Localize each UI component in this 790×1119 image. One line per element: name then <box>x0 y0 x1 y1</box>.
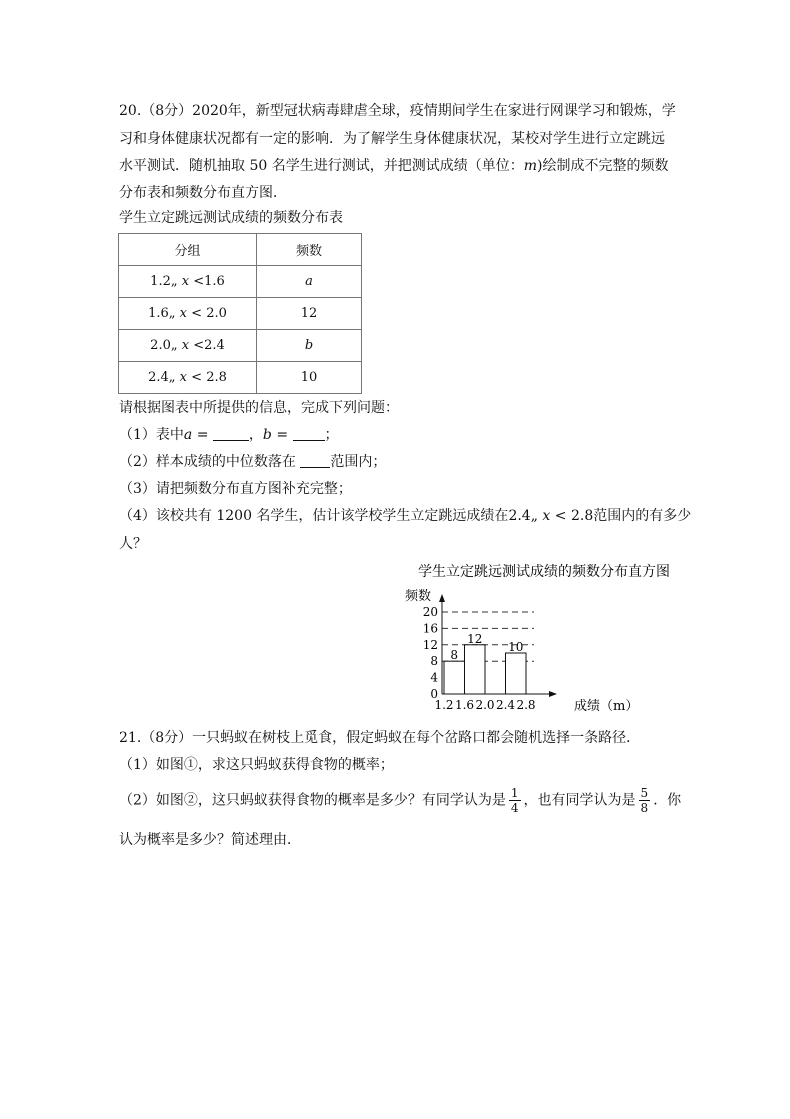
x-tick-label: 2.0 <box>475 698 495 712</box>
q20-sub-3: （3）请把频数分布直方图补充完整； <box>119 481 352 497</box>
q20-sub-2: （2）样本成绩的中位数落在 范围内； <box>119 454 387 470</box>
count-cell: a <box>257 266 362 298</box>
table-header-row <box>119 234 362 266</box>
y-axis-label: 频数 <box>405 589 432 604</box>
table-row <box>119 298 362 330</box>
x-tick-label: 2.4 <box>495 698 516 712</box>
y-ticks <box>423 605 439 701</box>
histogram-bar <box>444 661 465 694</box>
q20-line-3b: )绘制成不完整的频数 <box>537 158 669 174</box>
q21-line-1: 21.（8分）一只蚂蚁在树枝上觅食，假定蚂蚁在每个岔路口都会随机选择一条路径． <box>119 730 641 746</box>
count-cell: 10 <box>257 362 362 394</box>
y-tick-label: 16 <box>422 621 438 636</box>
bar-data-label: 10 <box>508 640 524 654</box>
x-tick-label: 2.8 <box>516 698 536 712</box>
chart-title: 学生立定跳远测试成绩的频数分布直方图 <box>418 564 670 580</box>
q20-line-2: 习和身体健康状况都有一定的影响．为了解学生身体健康状况，某校对学生进行立定跳远 <box>119 131 665 147</box>
table-row <box>119 266 362 298</box>
fraction-five-eighths: $\frac{5}{8}$ <box>640 786 649 815</box>
bar-data-label: 12 <box>467 631 483 646</box>
histogram-bar <box>506 653 527 694</box>
x-tick-label: 1.6 <box>454 698 475 712</box>
q20-sub-4: （4）该校共有 1200 名学生，估计该学校学生立定跳远成绩在2.4„ x < 2.8范围内的有多少 <box>119 508 692 524</box>
histogram-bar <box>465 645 486 694</box>
q20-line-4: 分布表和频数分布直方图． <box>119 185 287 201</box>
count-cell: 12 <box>257 298 362 330</box>
y-tick-label: 4 <box>430 670 438 685</box>
header-group: 分组 <box>119 234 257 266</box>
y-tick-label: 20 <box>422 605 438 619</box>
x-ticks <box>434 698 535 712</box>
q20-line-1: 20.（8分）2020年，新型冠状病毒肆虐全球，疫情期间学生在家进行网课学习和锻炼，学 <box>119 103 676 119</box>
x-axis-label: 成绩（m） <box>574 699 639 714</box>
y-tick-label: 0 <box>430 687 438 701</box>
unit-m: m <box>523 158 537 174</box>
group-cell: 2.0„ x <2.4 <box>119 330 257 362</box>
bar-data-label: 8 <box>450 648 459 663</box>
answer-blank-median[interactable] <box>300 454 330 468</box>
x-tick-label: 1.2 <box>434 698 454 712</box>
group-cell: 2.4„ x < 2.8 <box>119 362 257 394</box>
q20-line-3 <box>119 155 668 175</box>
group-cell: 1.6„ x < 2.0 <box>119 298 257 330</box>
bars <box>444 632 526 694</box>
group-cell: 1.2„ x <1.6 <box>119 266 257 298</box>
table-caption: 学生立定跳远测试成绩的频数分布表 <box>119 210 343 226</box>
y-tick-label: 12 <box>422 637 438 652</box>
q20-line-3a: 水平测试．随机抽取 50 名学生进行测试，并把测试成绩（单位： <box>119 158 524 174</box>
table-row <box>119 362 362 394</box>
table-row <box>119 330 362 362</box>
q20-sub-4-line-2: 人？ <box>119 536 147 552</box>
frequency-histogram <box>380 556 680 716</box>
q21-line-2: （1）如图①，求这只蚂蚁获得食物的概率； <box>119 757 394 773</box>
q20-sub-1: （1）表中a = ，b = ； <box>119 427 339 443</box>
answer-blank-b[interactable] <box>293 427 325 441</box>
q21-line-3: （2）如图②，这只蚂蚁获得食物的概率是多少？有同学认为是 $\frac{1}{4}$ ，也有同学认为是 $\frac{5}{8}$ ．你 <box>119 786 682 815</box>
answer-blank-a[interactable] <box>213 427 249 441</box>
q20-prompt: 请根据图表中所提供的信息，完成下列问题： <box>119 400 399 416</box>
header-count: 频数 <box>257 234 362 266</box>
frequency-table <box>118 233 362 394</box>
x-axis-arrow <box>549 691 557 697</box>
y-tick-label: 8 <box>430 654 438 669</box>
count-cell: b <box>257 330 362 362</box>
y-axis-arrow <box>439 594 445 602</box>
fraction-one-quarter: $\frac{1}{4}$ <box>510 786 519 815</box>
q21-line-4: 认为概率是多少？简述理由． <box>119 832 301 848</box>
